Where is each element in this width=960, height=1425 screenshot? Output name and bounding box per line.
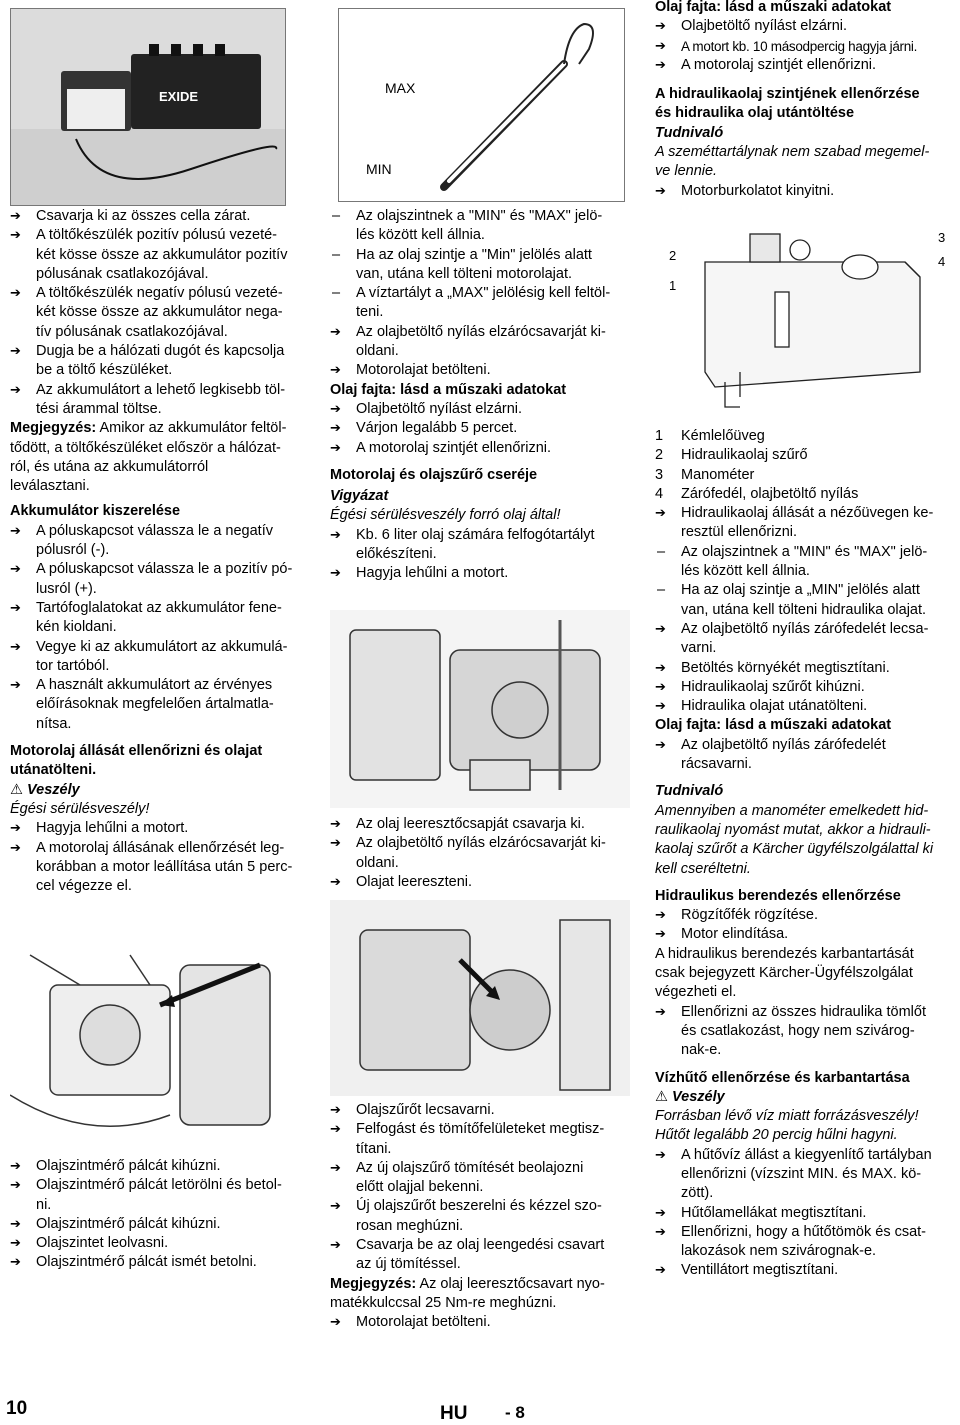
arrow-icon: ➔: [330, 324, 341, 340]
step-text: A póluskapcsot válassza le a pozitív pó-: [36, 561, 293, 578]
filter-step-5: [330, 1236, 630, 1275]
step-text: A víztartályt a „MAX" jelölésig kell feltöl-: [356, 285, 611, 302]
battery-step-3: [10, 284, 310, 342]
arrow-icon: ➔: [655, 38, 666, 54]
oil-check-step-1: [10, 819, 310, 838]
step-text: Hidraulika olajat utánatölteni.: [681, 698, 868, 715]
removal-step-4: [10, 638, 310, 677]
oil-step-1: [330, 323, 630, 362]
removal-step-5: [10, 676, 310, 734]
callout-4: 4: [938, 254, 946, 269]
dipstick-diagram: [338, 8, 625, 202]
step-text: Felfogást és tömítőfelületeket megtisz-: [356, 1121, 605, 1138]
oil-step-3: [330, 400, 630, 419]
arrow-icon: ➔: [655, 699, 666, 715]
notice-text: kaolaj szűrőt a Kärcher ügyfélszolgálattal ki: [655, 841, 934, 858]
step-text: tív pólusának csatlakozójával.: [36, 323, 228, 340]
arrow-icon: ➔: [10, 562, 21, 578]
step-text: Tartófoglalatokat az akkumulátor fene-: [36, 599, 282, 616]
hyd-step-2: [655, 620, 955, 659]
step-text: Olajbetöltő nyílást elzárni.: [681, 18, 848, 35]
notice-label: Tudnivaló: [655, 124, 724, 141]
dipstick-step-5: [10, 1253, 310, 1272]
arrow-icon: ➔: [330, 421, 341, 437]
hyd-step-5: [655, 697, 955, 716]
note-text: Az olaj leeresztőcsavart nyo-: [416, 1275, 605, 1292]
oil-check-step-2: [10, 839, 310, 897]
battery-charging-illustration: [11, 9, 285, 205]
step-text: rácsavarni.: [681, 756, 752, 773]
engine-photo-drain: [330, 610, 630, 808]
dipstick-step-4: [10, 1234, 310, 1253]
step-text: nak-e.: [681, 1042, 722, 1059]
legend-number: 2: [655, 447, 664, 464]
column-1: [10, 207, 310, 896]
filter-step-2: [330, 1120, 630, 1159]
legend-item: [655, 466, 955, 485]
step-text: tor tartóból.: [36, 657, 110, 674]
arrow-icon: ➔: [330, 874, 341, 890]
step-text: Várjon legalább 5 percet.: [356, 420, 518, 437]
step-text: és csatlakozást, hogy nem szivárog-: [681, 1022, 915, 1039]
step-text: ellenőrizni (vízszint MIN. és MAX. kö-: [681, 1165, 922, 1182]
arrow-icon: ➔: [10, 1216, 21, 1232]
step-text: ni.: [36, 1196, 52, 1213]
step-text: Az olajbetöltő nyílás elzárócsavarját ki-: [356, 323, 606, 340]
hyd-dash-1: [655, 543, 955, 582]
step-text: lusról (+).: [36, 580, 97, 597]
step-text: Motorolajat betölteni.: [356, 362, 491, 379]
step-text: nítsa.: [36, 715, 72, 732]
paragraph-line: végezheti el.: [655, 984, 737, 1001]
level-dash-3: [330, 284, 630, 323]
step-text: Ha az olaj szintje a "Min" jelölés alatt: [356, 246, 592, 263]
top-step-2: [655, 37, 955, 56]
engine-drain-illustration: [330, 610, 630, 808]
heading-line: A hidraulikaolaj szintjének ellenőrzése: [655, 86, 920, 103]
step-text: Hidraulikaolaj szűrőt kihúzni.: [681, 678, 865, 695]
hyd-step-6: [655, 736, 955, 775]
battery-step-4: [10, 342, 310, 381]
arrow-icon: ➔: [10, 639, 21, 655]
note-text: Amikor az akkumulátor feltöl-: [96, 420, 287, 437]
arrow-icon: ➔: [655, 737, 666, 753]
oil-type-heading: Olaj fajta: lásd a műszaki adatokat: [655, 0, 892, 15]
step-text: Az olajszintnek a "MIN" és "MAX" jelö-: [681, 543, 928, 560]
step-text: Motorburkolatot kinyitni.: [681, 182, 835, 199]
step-text: korábban a motor leállítása után 5 perc-: [36, 858, 293, 875]
danger-label: Veszély: [27, 781, 80, 798]
change-step-1: [330, 526, 630, 565]
step-text: Az olajbetöltő nyílás zárófedelét lecsa-: [681, 620, 929, 637]
warning-triangle-icon: ⚠: [10, 781, 23, 798]
column-2-middle: [330, 815, 630, 892]
legend-text: Kémlelőüveg: [681, 428, 765, 444]
column-1-lower: [10, 1157, 310, 1273]
battery-charging-photo: [10, 8, 286, 206]
danger-label: Veszély: [672, 1088, 725, 1105]
battery-step-1: [10, 207, 310, 226]
system-step-2: [655, 925, 955, 944]
arrow-icon: ➔: [330, 566, 341, 582]
step-text: Olajszintmérő pálcát kihúzni.: [36, 1215, 221, 1232]
step-text: Olajszintmérő pálcát letörölni és betol-: [36, 1177, 282, 1194]
step-text: rosan meghúzni.: [356, 1217, 464, 1234]
legend-number: 4: [655, 485, 664, 502]
section-heading-battery-removal: Akkumulátor kiszerelése: [10, 503, 181, 520]
battery-step-2: [10, 226, 310, 284]
notice-text: kell cseréltetni.: [655, 860, 751, 877]
callout-1: 1: [669, 278, 677, 293]
arrow-icon: ➔: [330, 363, 341, 379]
radiator-step-3: [655, 1223, 955, 1262]
arrow-icon: ➔: [330, 1238, 341, 1254]
step-text: teni.: [356, 304, 384, 321]
step-text: Az akkumulátort a lehető legkisebb töl-: [36, 381, 286, 398]
filter-step-1: [330, 1101, 630, 1120]
step-text: lés között kell állnia.: [356, 227, 485, 244]
caution-text: Égési sérülésveszély forró olaj által!: [330, 507, 561, 524]
step-text: Hidraulikaolaj állását a nézőüvegen ke-: [681, 505, 934, 522]
step-text: Kb. 6 liter olaj számára felfogótartályt: [356, 526, 595, 543]
filter-step-6: [330, 1313, 630, 1332]
radiator-step-4: [655, 1261, 955, 1280]
filter-step-3: [330, 1159, 630, 1198]
legend-text: Zárófedél, olajbetöltő nyílás: [681, 485, 859, 502]
section-heading-hydraulic-oil: [655, 85, 955, 124]
drain-step-3: [330, 873, 630, 892]
oil-step-5: [330, 439, 630, 458]
removal-step-1: [10, 522, 310, 561]
legend-number: 3: [655, 466, 664, 483]
step-text: Új olajszűrőt beszerelni és kézzel szo-: [356, 1198, 602, 1215]
arrow-icon: ➔: [330, 1199, 341, 1215]
step-text: pólusról (-).: [36, 542, 110, 559]
system-step-1: [655, 906, 955, 925]
arrow-icon: ➔: [10, 1178, 21, 1194]
arrow-icon: ➔: [330, 1103, 341, 1118]
step-text: A póluskapcsot válassza le a negatív: [36, 522, 273, 539]
dipstick-step-3: [10, 1215, 310, 1234]
note-text: tődött, a töltőkészüléket először a hálózat-: [10, 439, 281, 456]
danger-text: Égési sérülésveszély!: [10, 800, 150, 817]
oil-step-2: [330, 361, 630, 380]
step-text: Ha az olaj szintje a „MIN" jelölés alatt: [681, 582, 920, 599]
hyd-dash-2: [655, 581, 955, 620]
arrow-icon: ➔: [10, 821, 21, 837]
arrow-icon: ➔: [655, 1004, 666, 1020]
removal-step-3: [10, 599, 310, 638]
callout-2: 2: [669, 248, 677, 263]
step-text: két kösse össze az akkumulátor pozitív: [36, 246, 288, 263]
filter-note: [330, 1275, 630, 1314]
arrow-icon: ➔: [10, 382, 21, 398]
legend-item: [655, 427, 955, 446]
removal-step-2: [10, 560, 310, 599]
step-text: Motorolajat betölteni.: [356, 1314, 491, 1331]
language-code: HU: [440, 1403, 468, 1424]
arrow-icon: ➔: [655, 908, 666, 924]
arrow-icon: ➔: [330, 527, 341, 543]
step-text: Csavarja ki az összes cella zárat.: [36, 208, 251, 224]
step-text: van, utána kell tölteni motorolajat.: [356, 265, 573, 282]
page-number-right: - 8: [505, 1403, 525, 1422]
danger-text: Forrásban lévő víz miatt forrázásveszély!: [655, 1108, 919, 1125]
section-heading-oil-check: [10, 742, 310, 781]
arrow-icon: ➔: [330, 1122, 341, 1138]
step-text: A töltőkészülék pozitív pólusú vezeté-: [36, 227, 277, 244]
caution-label: Vigyázat: [330, 488, 389, 505]
arrow-icon: ➔: [10, 286, 21, 302]
section-heading-radiator: Vízhűtő ellenőrzése és karbantartása: [655, 1069, 910, 1086]
radiator-step-2: [655, 1204, 955, 1223]
battery-step-5: [10, 381, 310, 420]
notice-text: ve lennie.: [655, 163, 718, 180]
arrow-icon: ➔: [655, 927, 666, 943]
heading-line: és hidraulika olaj utántöltése: [655, 105, 855, 122]
arrow-icon: ➔: [10, 840, 21, 856]
step-text: előírásoknak megfelelően ártalmatla-: [36, 696, 274, 713]
step-text: Motor elindítása.: [681, 926, 789, 943]
step-text: Hűtőlamellákat megtisztítani.: [681, 1204, 867, 1221]
oil-type-heading-2: Olaj fajta: lásd a műszaki adatokat: [655, 717, 892, 734]
dash-icon: –: [332, 208, 341, 224]
arrow-icon: ➔: [10, 678, 21, 694]
step-text: Olajszintmérő pálcát kihúzni.: [36, 1158, 221, 1174]
paragraph-line: csak bejegyzett Kärcher-Ügyfélszolgálat: [655, 965, 913, 982]
notice-text: Amennyiben a manométer emelkedett hid-: [655, 802, 929, 819]
step-text: két kösse össze az akkumulátor nega-: [36, 304, 283, 321]
column-2-lower: [330, 1101, 630, 1333]
page-number-left: 10: [6, 1398, 28, 1419]
warning-triangle-icon: ⚠: [655, 1088, 668, 1105]
engine-photo-dipstick: [10, 945, 300, 1151]
arrow-icon: ➔: [655, 183, 666, 199]
column-3-lower: [655, 427, 955, 1281]
hydraulic-tank-diagram: [655, 222, 955, 420]
step-text: Az új olajszűrő tömítését beolajozni: [356, 1159, 584, 1176]
section-heading-oil-change: Motorolaj és olajszűrő cseréje: [330, 466, 538, 483]
oil-filter-illustration: [330, 900, 630, 1096]
step-text: zött).: [681, 1185, 714, 1202]
min-label: MIN: [366, 161, 392, 177]
arrow-icon: ➔: [330, 401, 341, 417]
step-text: tési árammal töltse.: [36, 400, 162, 417]
callout-3: 3: [938, 230, 946, 245]
system-paragraph: [655, 945, 955, 1003]
step-text: Hagyja lehűlni a motort.: [36, 820, 189, 837]
step-text: Olajszintmérő pálcát ismét betolni.: [36, 1254, 257, 1271]
engine-photo-filter: [330, 900, 630, 1096]
arrow-icon: ➔: [330, 817, 341, 832]
step-text: A motorolaj állásának ellenőrzését leg-: [36, 839, 285, 856]
notice-label-2: Tudnivaló: [655, 783, 724, 800]
filter-step-4: [330, 1197, 630, 1236]
column-3: [655, 0, 955, 201]
step-text: lés között kell állnia.: [681, 563, 810, 580]
arrow-icon: ➔: [10, 228, 21, 244]
note-label: Megjegyzés:: [10, 420, 97, 437]
step-text: A motort kb. 10 másodpercig hagyja járni.: [681, 38, 918, 54]
dash-icon: –: [332, 246, 341, 263]
step-text: Az olaj leeresztőcsapját csavarja ki.: [356, 816, 585, 832]
arrow-icon: ➔: [655, 57, 666, 73]
arrow-icon: ➔: [330, 1315, 341, 1331]
step-text: Az olajszintnek a "MIN" és "MAX" jelö-: [356, 208, 603, 224]
legend-text: Hidraulikaolaj szűrő: [681, 447, 808, 464]
engine-illustration: [10, 945, 300, 1151]
arrow-icon: ➔: [10, 1236, 21, 1252]
step-text: Rögzítőfék rögzítése.: [681, 907, 819, 924]
legend-text: Manométer: [681, 466, 755, 483]
dash-icon: –: [657, 582, 666, 599]
step-text: előkészíteni.: [356, 546, 437, 563]
step-text: Olajat leereszteni.: [356, 873, 473, 890]
heading-line: utánatölteni.: [10, 762, 97, 779]
step-text: Ellenőrizni az összes hidraulika tömlőt: [681, 1003, 926, 1020]
arrow-icon: ➔: [10, 1159, 21, 1174]
drain-step-1: [330, 815, 630, 834]
notice-text: raulikaolaj nyomást mutat, akkor a hidrauli-: [655, 821, 931, 838]
legend-item: [655, 446, 955, 465]
note-text: leválasztani.: [10, 478, 90, 495]
step-text: Betöltés környékét megtisztítani.: [681, 659, 890, 676]
column-2: [330, 207, 630, 584]
hydraulic-step-open-cover: [655, 182, 955, 201]
hydraulic-tank-illustration: [655, 222, 955, 420]
step-text: A motorolaj szintjét ellenőrizni.: [681, 56, 877, 73]
step-text: Ellenőrizni, hogy a hűtőtömök és csat-: [681, 1223, 927, 1240]
arrow-icon: ➔: [655, 1147, 666, 1163]
arrow-icon: ➔: [10, 600, 21, 616]
dash-icon: –: [332, 285, 341, 302]
step-text: Hagyja lehűlni a motort.: [356, 565, 509, 582]
arrow-icon: ➔: [655, 1263, 666, 1279]
danger-text: Hűtőt legalább 20 percig hűlni hagyni.: [655, 1127, 898, 1144]
step-text: Ventillátort megtisztítani.: [681, 1262, 839, 1279]
step-text: van, utána kell tölteni hidraulika olajat.: [681, 601, 927, 618]
note-text: matékkulccsal 25 Nm-re meghúzni.: [330, 1294, 557, 1311]
hyd-step-1: [655, 504, 955, 543]
dash-icon: –: [657, 543, 666, 560]
level-dash-1: [330, 207, 630, 246]
dipstick-step-2: [10, 1176, 310, 1215]
section-heading-hydraulic-system: Hidraulikus berendezés ellenőrzése: [655, 887, 901, 904]
step-text: pólusának csatlakozójával.: [36, 265, 209, 282]
arrow-icon: ➔: [10, 209, 21, 224]
step-text: Dugja be a hálózati dugót és kapcsolja: [36, 343, 285, 360]
step-text: Olajbetöltő nyílást elzárni.: [356, 400, 523, 417]
step-text: be a töltő készüléket.: [36, 362, 173, 379]
step-text: A használt akkumulátort az érvényes: [36, 677, 273, 694]
step-text: A motorolaj szintjét ellenőrizni.: [356, 439, 552, 456]
step-text: Olajszintet leolvasni.: [36, 1235, 169, 1252]
paragraph-line: A hidraulikus berendezés karbantartását: [655, 945, 914, 962]
step-text: cel végezze el.: [36, 878, 132, 895]
dipstick-step-1: [10, 1157, 310, 1176]
arrow-icon: ➔: [655, 621, 666, 637]
oil-step-4: [330, 419, 630, 438]
top-step-3: [655, 56, 955, 75]
legend-item: [655, 485, 955, 504]
step-text: Az olajbetöltő nyílás zárófedelét: [681, 736, 886, 753]
arrow-icon: ➔: [330, 836, 341, 852]
hyd-step-3: [655, 659, 955, 678]
battery-note: [10, 419, 310, 496]
step-text: oldani.: [356, 343, 399, 360]
step-text: lakozások nem szivárognak-e.: [681, 1243, 877, 1260]
danger-notice: [10, 781, 310, 800]
battery-brand-text: EXIDE: [159, 89, 199, 104]
step-text: A töltőkészülék negatív pólusú vezeté-: [36, 285, 283, 302]
legend-number: 1: [655, 428, 664, 444]
step-text: Csavarja be az olaj leengedési csavart: [356, 1237, 605, 1254]
arrow-icon: ➔: [655, 1205, 666, 1221]
arrow-icon: ➔: [655, 679, 666, 695]
arrow-icon: ➔: [10, 523, 21, 539]
heading-line: Motorolaj állását ellenőrizni és olajat: [10, 743, 263, 760]
step-text: A hűtővíz állást a kiegyenlítő tartályban: [681, 1146, 932, 1163]
arrow-icon: ➔: [10, 344, 21, 360]
dipstick-illustration: [339, 9, 624, 201]
step-text: kén kioldani.: [36, 619, 117, 636]
arrow-icon: ➔: [10, 1255, 21, 1271]
max-label: MAX: [385, 80, 416, 96]
step-text: títani.: [356, 1140, 392, 1157]
level-dash-2: [330, 246, 630, 285]
step-text: Olajszűrőt lecsavarni.: [356, 1102, 495, 1118]
note-text: ról, és utána az akkumulátorról: [10, 458, 209, 475]
arrow-icon: ➔: [330, 440, 341, 456]
system-step-3: [655, 1003, 955, 1061]
arrow-icon: ➔: [655, 19, 666, 35]
arrow-icon: ➔: [655, 660, 666, 676]
step-text: oldani.: [356, 854, 399, 871]
arrow-icon: ➔: [655, 506, 666, 522]
tank-legend: [655, 427, 955, 504]
oil-type-heading: Olaj fajta: lásd a műszaki adatokat: [330, 381, 567, 398]
arrow-icon: ➔: [655, 1224, 666, 1240]
step-text: az új tömítéssel.: [356, 1256, 461, 1273]
step-text: varni.: [681, 640, 717, 657]
step-text: Vegye ki az akkumulátort az akkumulá-: [36, 638, 288, 655]
top-step-1: [655, 17, 955, 36]
hyd-step-4: [655, 678, 955, 697]
arrow-icon: ➔: [330, 1160, 341, 1176]
step-text: előtt olajjal bekenni.: [356, 1179, 484, 1196]
notice-text: A szeméttartálynak nem szabad megemel-: [655, 144, 930, 161]
step-text: resztül ellenőrizni.: [681, 524, 798, 541]
drain-step-2: [330, 834, 630, 873]
step-text: Az olajbetöltő nyílás elzárócsavarját ki-: [356, 835, 606, 852]
radiator-step-1: [655, 1146, 955, 1204]
change-step-2: [330, 564, 630, 583]
danger-notice: [655, 1088, 955, 1107]
note-label: Megjegyzés:: [330, 1275, 417, 1292]
